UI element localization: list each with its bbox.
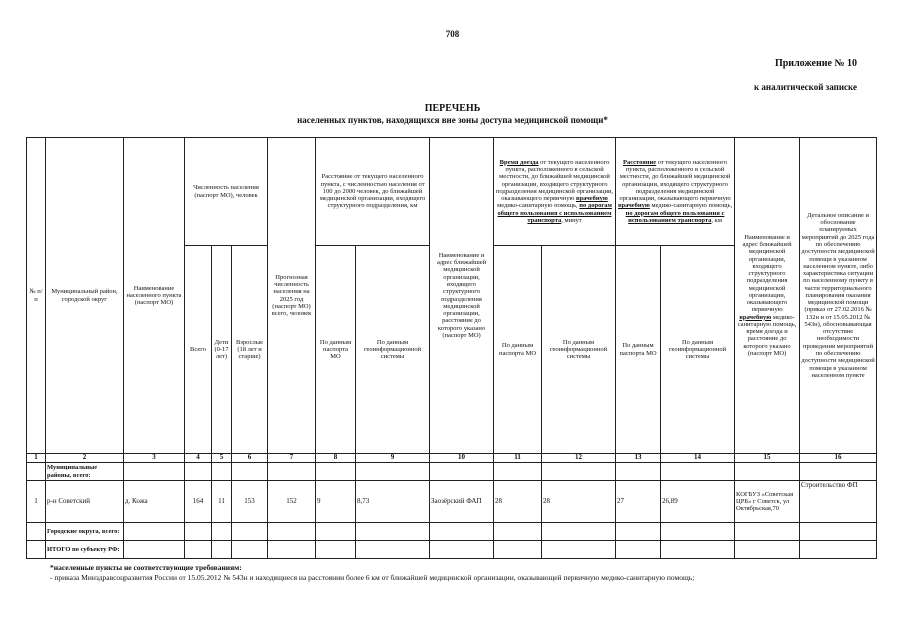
document-subtitle: населенных пунктов, находящихся вне зоны доступа медицинской помощи*	[297, 115, 608, 125]
header-adults: Взрослые (18 лет и старше)	[232, 246, 268, 454]
travel-time-medical-term: врачебную	[575, 195, 608, 203]
empty-cell	[661, 541, 735, 559]
header-road-distance-group	[616, 138, 735, 246]
road-distance-roads-term: по дорогам общего пользования с использованием транспорта	[625, 209, 725, 224]
empty-cell	[356, 463, 430, 481]
primary-care-text-2: медико-санитарную помощь, время доезда и расстояние до которого указано (паспорт МО)	[737, 313, 797, 357]
primary-care-term: врачебную	[739, 313, 772, 321]
empty-cell	[494, 541, 542, 559]
travel-time-term: Время доезда	[499, 158, 539, 166]
empty-cell	[616, 463, 661, 481]
empty-cell	[800, 463, 877, 481]
empty-cell	[542, 541, 616, 559]
footnote-text: - приказа Минздравсоцразвития России от 15.05.2012 № 543н и находящиеся на расстоянии более 6 км от ближайшей медицинской организации, оказывающей первичную медико-санитарную помощь;	[50, 573, 695, 582]
planned-measures: Строительство ФП	[800, 481, 877, 523]
empty-cell	[124, 541, 185, 559]
road-distance-text-1: от текущего населенного пункта, расположенного в сельской местности, до ближайшей медицинской организации, входящего структурного подразделения медицинской организации, оказывающего первичную	[619, 158, 731, 203]
column-number: 9	[356, 454, 430, 463]
table-row	[27, 481, 877, 523]
distance-gis: 8,73	[356, 481, 430, 523]
primary-care-text-1: Наименование и адрес ближайшей медицинской организации, входящего структурного подразделения медицинской организации, оказывающего первичную	[742, 233, 792, 314]
empty-cell	[268, 463, 316, 481]
header-time-gis: По данным геоинформационной системы	[542, 246, 616, 454]
empty-cell	[430, 523, 494, 541]
road-distance-gis: 26,89	[661, 481, 735, 523]
header-total: Всего	[185, 246, 212, 454]
header-distance-gis: По данным геоинформационной системы	[356, 246, 430, 454]
district-name: р-н Советский	[46, 481, 124, 523]
empty-cell	[212, 463, 232, 481]
column-number: 11	[494, 454, 542, 463]
column-number: 14	[661, 454, 735, 463]
empty-cell	[316, 541, 356, 559]
empty-cell	[430, 541, 494, 559]
travel-time-text-3: , минут	[561, 216, 582, 224]
header-distance-passport: По данным паспорта МО	[316, 246, 356, 454]
empty-cell	[735, 541, 800, 559]
empty-cell	[232, 541, 268, 559]
column-number: 10	[430, 454, 494, 463]
road-distance-term: Расстояние	[623, 158, 657, 166]
header-row-1	[27, 138, 877, 246]
column-number: 15	[735, 454, 800, 463]
empty-cell	[430, 463, 494, 481]
road-distance-medical-term: врачебную	[617, 202, 650, 210]
header-settlement: Наименование населенного пункта (паспорт МО)	[124, 138, 185, 454]
empty-cell	[232, 463, 268, 481]
header-nearest-org: Наименование и адрес ближайшей медицинской организации, входящего структурного подразделения медицинской организации, расстояние до которого указано (паспорт МО)	[430, 138, 494, 454]
population-total: 164	[185, 481, 212, 523]
appendix-subtitle: к аналитической записке	[753, 82, 857, 92]
grand-total-row	[27, 541, 877, 559]
grand-total-label: ИТОГО по субъекту РФ:	[46, 541, 124, 559]
empty-cell	[494, 523, 542, 541]
empty-cell	[356, 541, 430, 559]
empty-cell	[356, 523, 430, 541]
header-forecast-2025: Прогнозная численность населения на 2025 год (паспорт МО) всего, человек	[268, 138, 316, 454]
empty-cell	[268, 541, 316, 559]
empty-cell	[661, 463, 735, 481]
empty-cell	[212, 523, 232, 541]
population-adults: 153	[232, 481, 268, 523]
empty-cell	[27, 523, 46, 541]
population-children: 11	[212, 481, 232, 523]
road-distance-text-3: , км	[711, 216, 722, 224]
column-number: 5	[212, 454, 232, 463]
header-population-group: Численность населения (паспорт МО), человек	[185, 138, 268, 246]
empty-cell	[27, 463, 46, 481]
column-number: 13	[616, 454, 661, 463]
appendix-title: Приложение № 10	[774, 58, 857, 69]
road-distance-passport: 27	[616, 481, 661, 523]
header-roaddist-gis: По данным геоинформационной системы	[661, 246, 735, 454]
settlements-table	[26, 137, 877, 559]
column-number: 1	[27, 454, 46, 463]
header-distance-group: Расстояние от текущего населенного пункта, с численностью населения от 100 до 2000 человек, до ближайшей медицинской организации, входящего структурного подразделения, км	[316, 138, 430, 246]
time-passport: 28	[494, 481, 542, 523]
empty-cell	[27, 541, 46, 559]
empty-cell	[268, 523, 316, 541]
empty-cell	[735, 463, 800, 481]
footnote-title: *населенные пункты не соответствующие требованиям:	[50, 563, 242, 572]
header-district: Муниципальный район, городской округ	[46, 138, 124, 454]
urban-total-row	[27, 523, 877, 541]
empty-cell	[232, 523, 268, 541]
empty-cell	[542, 523, 616, 541]
travel-time-text-2: медико-санитарную помощь,	[497, 202, 580, 210]
empty-cell	[185, 463, 212, 481]
distance-passport: 9	[316, 481, 356, 523]
travel-time-roads-term: по дорогам общего пользования с использованием транспорта	[497, 202, 612, 224]
empty-cell	[316, 523, 356, 541]
header-children: Дети (0-17 лет)	[212, 246, 232, 454]
document-title: ПЕРЕЧЕНЬ	[424, 103, 481, 114]
empty-cell	[494, 463, 542, 481]
page-number: 708	[445, 29, 460, 39]
header-travel-time-group	[494, 138, 616, 246]
header-primary-care-org	[735, 138, 800, 454]
row-index: 1	[27, 481, 46, 523]
empty-cell	[185, 541, 212, 559]
road-distance-text-2: медико-санитарную помощь,	[649, 202, 733, 210]
empty-cell	[616, 523, 661, 541]
column-number: 12	[542, 454, 616, 463]
column-number: 2	[46, 454, 124, 463]
column-number: 3	[124, 454, 185, 463]
empty-cell	[800, 523, 877, 541]
travel-time-text-1: от текущего населенного пункта, расположенного в сельской местности, до ближайшей медицинской организации, входящего структурного подразделения медицинской организации, оказывающего первичную	[496, 158, 614, 203]
header-index: № п/п	[27, 138, 46, 454]
column-number: 6	[232, 454, 268, 463]
time-gis: 28	[542, 481, 616, 523]
nearest-org: Заозёрский ФАП	[430, 481, 494, 523]
empty-cell	[316, 463, 356, 481]
municipal-total-label: Муниципальные районы, всего:	[46, 463, 124, 481]
header-time-passport: По данным паспорта МО	[494, 246, 542, 454]
empty-cell	[124, 463, 185, 481]
primary-care-org: КОГБУЗ «Советская ЦРБ» г Советск, ул Октябрьская,70	[735, 481, 800, 523]
header-roaddist-passport: По данным паспорта МО	[616, 246, 661, 454]
empty-cell	[800, 541, 877, 559]
column-numbers-row	[27, 454, 877, 463]
urban-total-label: Городские округа, всего:	[46, 523, 124, 541]
empty-cell	[542, 463, 616, 481]
empty-cell	[185, 523, 212, 541]
empty-cell	[735, 523, 800, 541]
column-number: 7	[268, 454, 316, 463]
column-number: 16	[800, 454, 877, 463]
empty-cell	[124, 523, 185, 541]
municipal-total-row	[27, 463, 877, 481]
empty-cell	[661, 523, 735, 541]
empty-cell	[616, 541, 661, 559]
empty-cell	[212, 541, 232, 559]
population-forecast: 152	[268, 481, 316, 523]
header-measures-description: Детальное описание и обоснование планируемых мероприятий до 2025 года по обеспечению доступности медицинской помощи в указанном населенном пункте, либо характеристика ситуации по населенному пункту в части территориального планирования оказания медицинской помощи (приказ от 27.02.2016 № 132н и от 15.05.2012 № 543н), обосновывающая отсутствие необходимости проведения мероприятий по обеспечению доступности медицинской помощи в указанном населенном пункте	[800, 138, 877, 454]
column-number: 8	[316, 454, 356, 463]
column-number: 4	[185, 454, 212, 463]
settlement-name: д. Кожа	[124, 481, 185, 523]
